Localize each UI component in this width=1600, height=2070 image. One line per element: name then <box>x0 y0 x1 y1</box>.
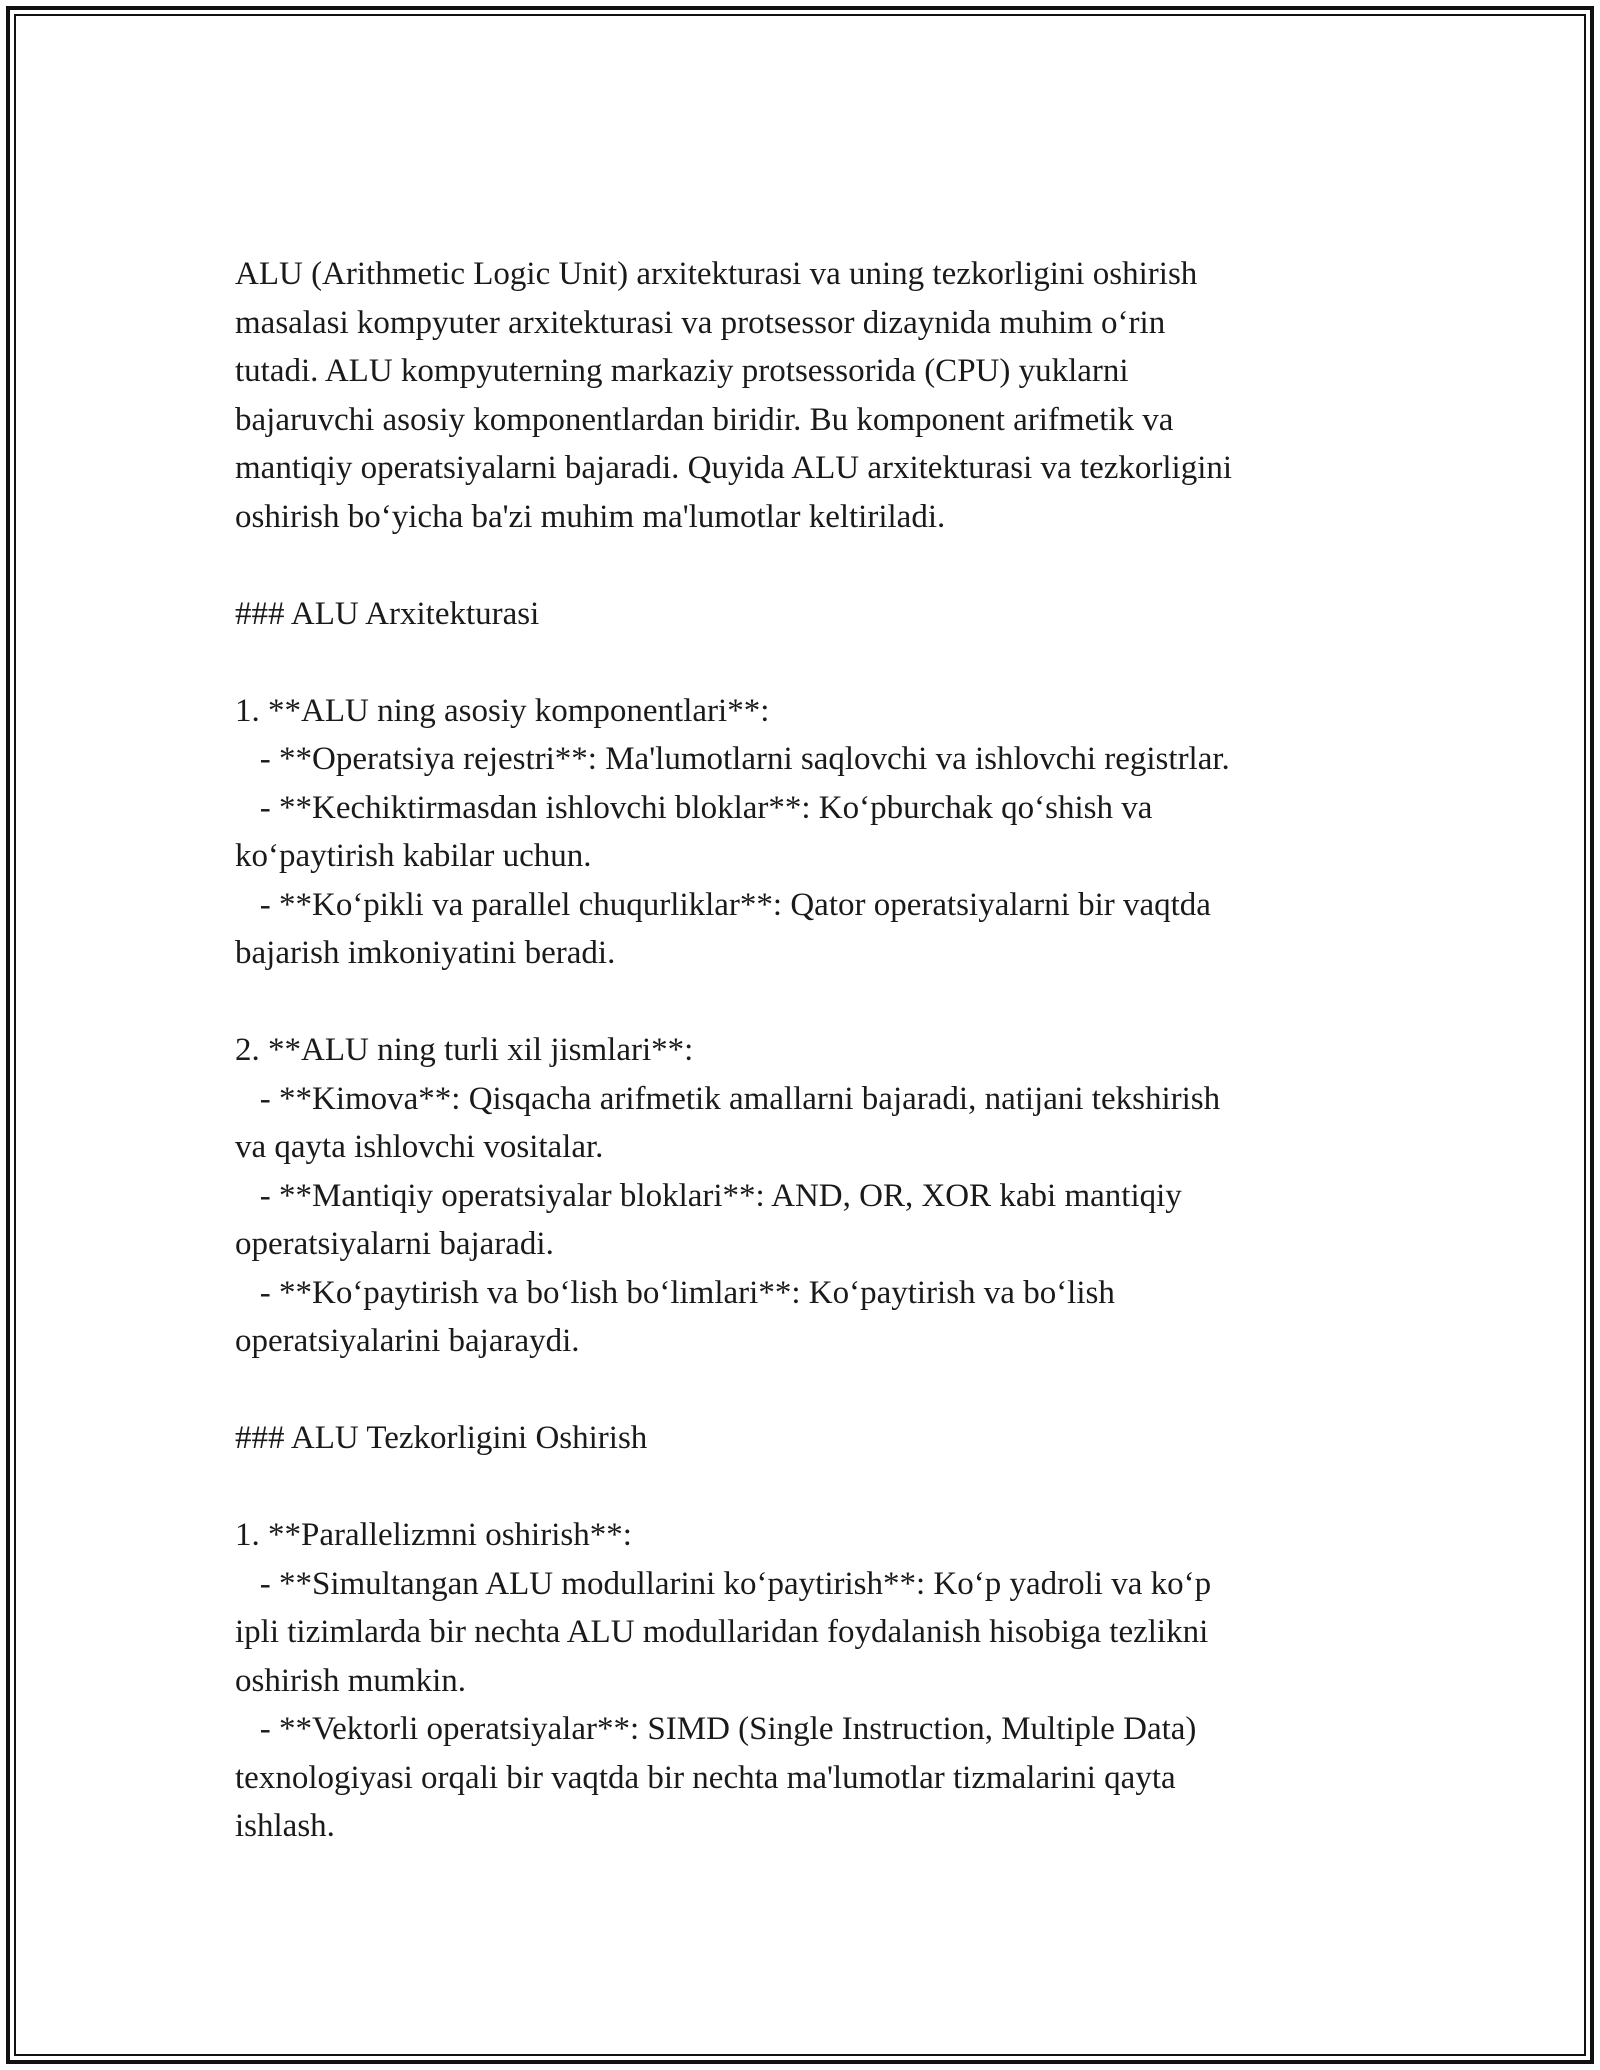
list-item-line: - **Simultangan ALU modullarini ko‘paytirish**: Ko‘p yadroli va ko‘p <box>235 1565 1212 1602</box>
intro-line: ALU (Arithmetic Logic Unit) arxitekturasi va uning tezkorligini oshirish <box>235 256 1198 292</box>
list-item-line: operatsiyalarni bajaradi. <box>235 1226 554 1262</box>
list-item-line: - **Ko‘pikli va parallel chuqurliklar**: Qator operatsiyalarni bir vaqtda <box>235 886 1211 923</box>
list-item-line: texnologiyasi orqali bir vaqtda bir nechta ma'lumotlar tizmalarini qayta <box>235 1759 1176 1796</box>
spacer <box>235 1366 1365 1415</box>
list-item-line: operatsiyalarini bajaraydi. <box>235 1323 580 1359</box>
spacer <box>235 978 1365 1027</box>
list-item-line: ishlash. <box>235 1808 335 1844</box>
intro-line: mantiqiy operatsiyalarni bajaradi. Quyida ALU arxitekturasi va tezkorligini <box>235 450 1233 486</box>
list-item-line: oshirish mumkin. <box>235 1662 467 1699</box>
list-item-line: - **Vektorli operatsiyalar**: SIMD (Single Instruction, Multiple Data) <box>235 1711 1197 1747</box>
document-body <box>235 250 1365 1851</box>
list-item-line: - **Ko‘paytirish va bo‘lish bo‘limlari**: Ko‘paytirish va bo‘lish <box>235 1274 1115 1311</box>
spacer <box>235 638 1365 687</box>
spacer <box>235 1463 1365 1512</box>
intro-line: bajaruvchi asosiy komponentlardan biridir. Bu komponent arifmetik va <box>235 401 1174 438</box>
intro-line: masalasi kompyuter arxitekturasi va protsessor dizaynida muhim o‘rin <box>235 304 1166 341</box>
intro-line: tutadi. ALU kompyuterning markaziy protsessorida (CPU) yuklarni <box>235 353 1129 389</box>
list-item-line: ko‘paytirish kabilar uchun. <box>235 838 592 874</box>
list-item-line: ipli tizimlarda bir nechta ALU modullaridan foydalanish hisobiga tezlikni <box>235 1614 1209 1650</box>
spacer <box>235 541 1365 590</box>
list-item-title: 1. **ALU ning asosiy komponentlari**: <box>235 692 770 729</box>
list-item-title: 1. **Parallelizmni oshirish**: <box>235 1517 632 1553</box>
section-heading: ### ALU Tezkorligini Oshirish <box>235 1420 648 1456</box>
list-item-title: 2. **ALU ning turli xil jismlari**: <box>235 1032 694 1068</box>
list-item-line: - **Kechiktirmasdan ishlovchi bloklar**: Ko‘pburchak qo‘shish va <box>235 789 1153 826</box>
section-heading: ### ALU Arxitekturasi <box>235 595 540 632</box>
list-item-line: - **Operatsiya rejestri**: Ma'lumotlarni saqlovchi va ishlovchi registrlar. <box>235 741 1230 777</box>
intro-line: oshirish bo‘yicha ba'zi muhim ma'lumotlar keltiriladi. <box>235 498 946 535</box>
list-item-line: - **Mantiqiy operatsiyalar bloklari**: AND, OR, XOR kabi mantiqiy <box>235 1177 1182 1214</box>
list-item-line: va qayta ishlovchi vositalar. <box>235 1129 604 1165</box>
list-item-line: bajarish imkoniyatini beradi. <box>235 935 616 971</box>
list-item-line: - **Kimova**: Qisqacha arifmetik amallarni bajaradi, natijani tekshirish <box>235 1080 1221 1117</box>
